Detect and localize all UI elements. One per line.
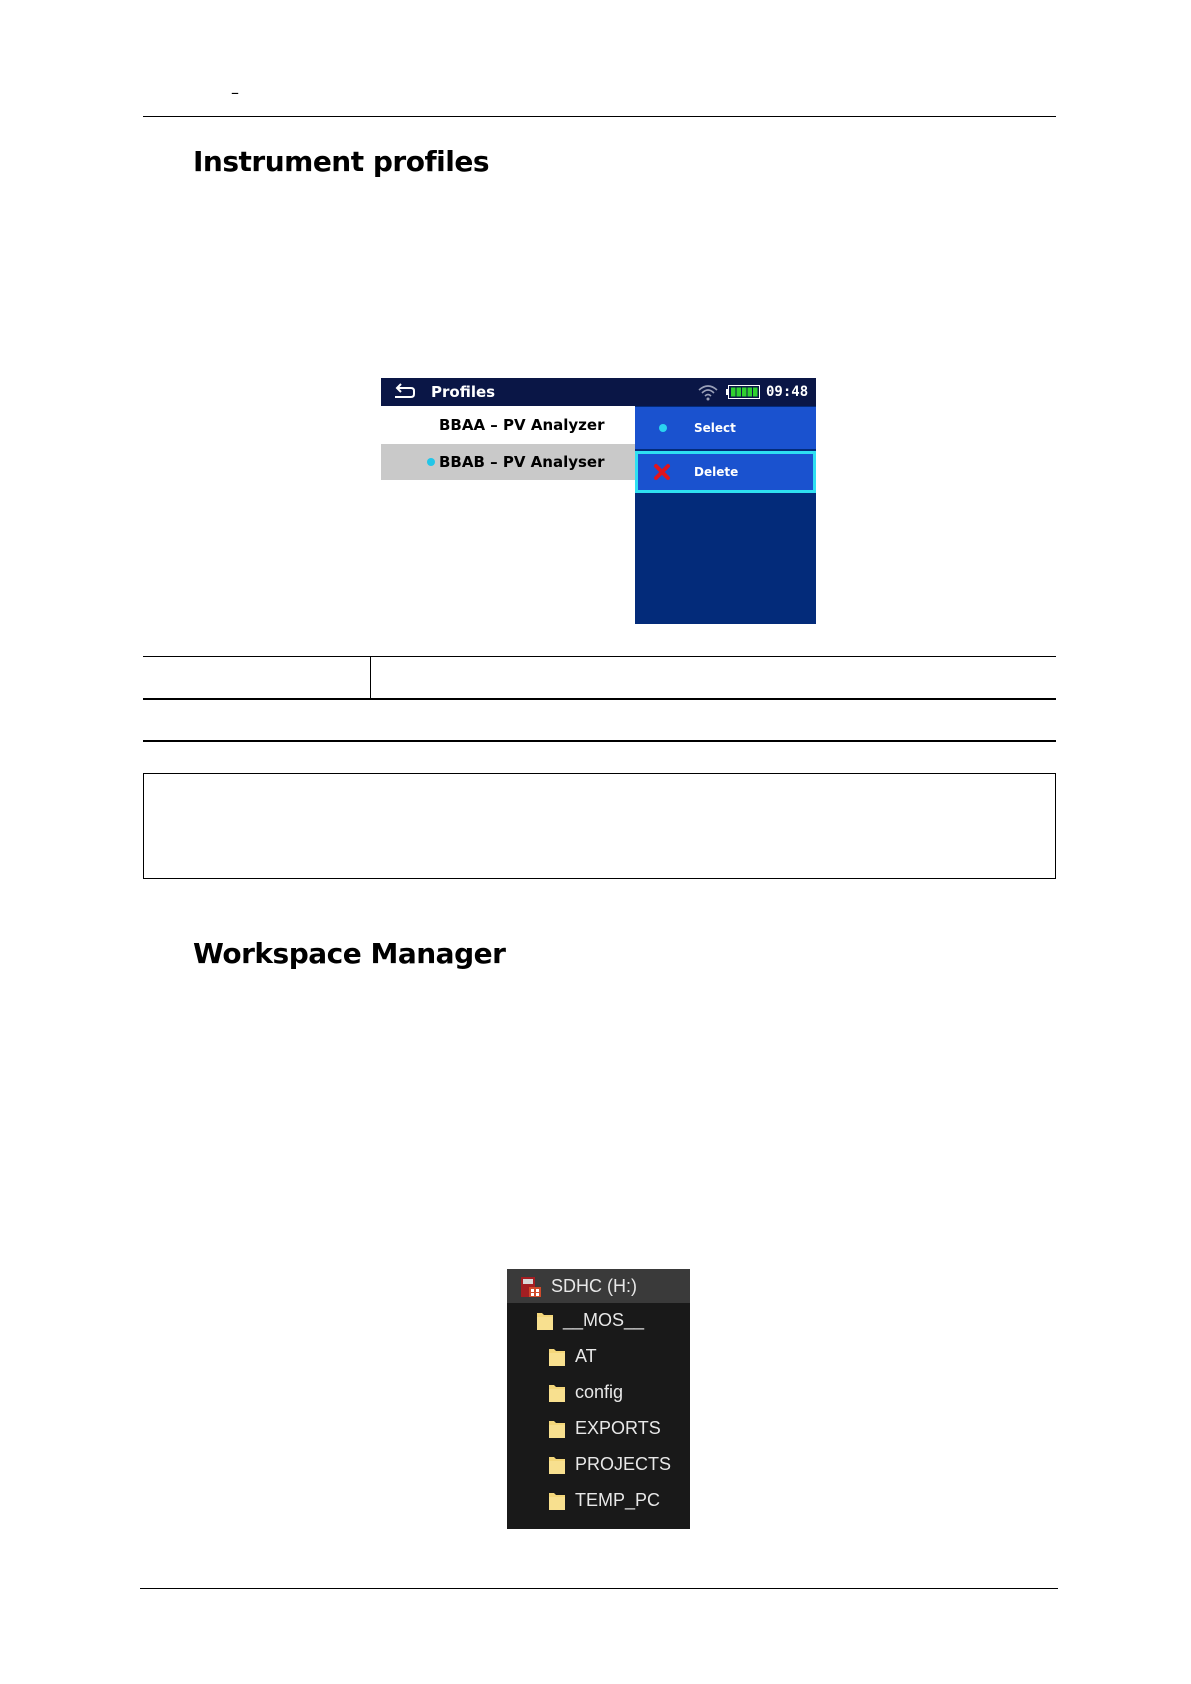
folder-icon [547,1491,567,1511]
folder-row[interactable] [507,1375,690,1409]
table-column-divider [370,656,371,700]
delete-button[interactable] [635,451,816,493]
header-rule [143,116,1056,117]
profile-item[interactable] [381,407,635,443]
folder-label: EXPORTS [575,1418,661,1438]
folder-label: PROJECTS [575,1454,672,1474]
section-title-instrument-profiles: Instrument profiles [193,145,489,178]
note-box [143,773,1056,879]
battery-icon [726,385,760,399]
folder-row-root[interactable] [507,1303,690,1337]
table-bottom-rule [143,740,1056,742]
folder-row[interactable] [507,1447,690,1481]
folder-label: __MOS__ [563,1310,645,1330]
folder-label: AT [575,1346,597,1366]
drive-row[interactable] [507,1269,690,1303]
folder-icon [547,1347,567,1367]
select-dot-icon [659,424,667,432]
file-tree [507,1269,690,1529]
back-arrow-icon[interactable] [393,381,417,401]
profile-item-selected[interactable] [381,444,635,480]
profile-item-label: BBAB – PV Analyser [439,453,605,471]
drive-label: SDHC (H:) [551,1276,637,1296]
select-button-label: Select [694,421,736,435]
section-title-workspace-manager: Workspace Manager [193,937,506,970]
screen-clock: 09:48 [766,384,809,400]
options-menu [635,406,816,624]
profile-item-label: BBAA – PV Analyzer [439,416,605,434]
footer-rule [140,1588,1058,1589]
folder-icon [547,1455,567,1475]
folder-icon [547,1383,567,1403]
screen-titlebar [381,378,816,406]
delete-x-icon [653,463,671,481]
folder-label: config [575,1382,624,1402]
folder-icon [547,1419,567,1439]
folder-row[interactable] [507,1411,690,1445]
folder-icon [535,1311,555,1331]
folder-row[interactable] [507,1483,690,1517]
folder-label: TEMP_PC [575,1490,661,1510]
screen-title: Profiles [431,383,496,401]
select-button[interactable] [635,407,816,449]
table-middle-rule [143,698,1056,700]
delete-button-label: Delete [694,465,739,479]
drive-icon [519,1275,543,1299]
wifi-icon [697,383,719,401]
profiles-screen [381,378,816,624]
folder-row[interactable] [507,1339,690,1373]
header-mark: – [231,83,239,102]
active-profile-dot-icon [427,458,435,466]
table-top-rule [143,656,1056,657]
